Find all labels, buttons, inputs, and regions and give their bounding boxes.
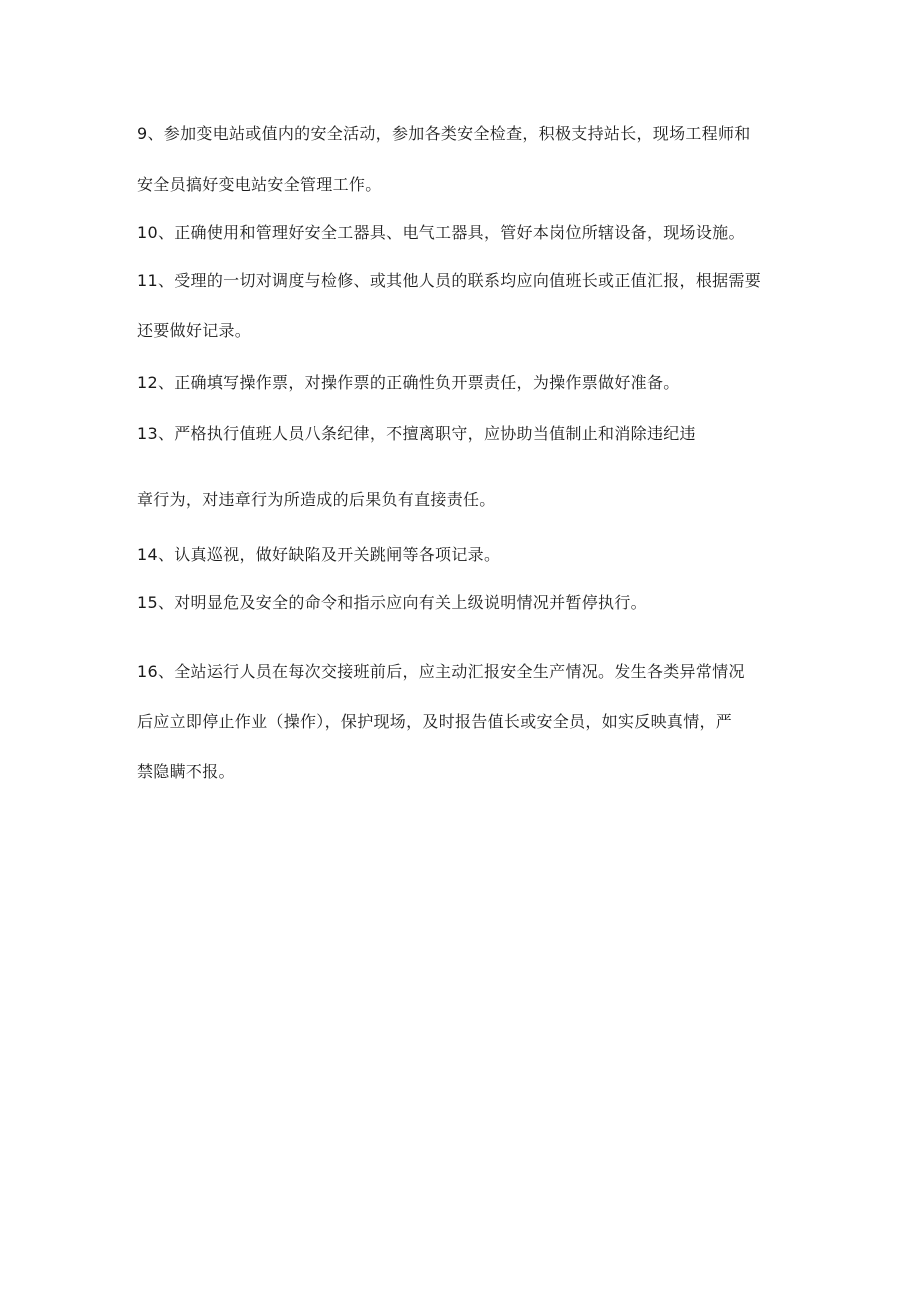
item-10-line-1: 10、正确使用和管理好安全工器具、电气工器具，管好本岗位所辖设备，现场设施。 <box>137 223 745 242</box>
item-15-line-1: 15、对明显危及安全的命令和指示应向有关上级说明情况并暂停执行。 <box>137 593 647 612</box>
item-16-line-1: 16、全站运行人员在每次交接班前后，应主动汇报安全生产情况。发生各类异常情况 <box>137 662 745 681</box>
item-9-line-1: 9、参加变电站或值内的安全活动，参加各类安全检查，积极支持站长，现场工程师和 <box>137 124 751 143</box>
item-14-line-1: 14、认真巡视，做好缺陷及开关跳闸等各项记录。 <box>137 545 501 564</box>
item-16-line-3: 禁隐瞒不报。 <box>137 762 235 781</box>
item-9-line-2: 安全员搞好变电站安全管理工作。 <box>137 175 382 194</box>
item-13-line-1: 13、严格执行值班人员八条纪律，不擅离职守，应协助当值制止和消除违纪违 <box>137 424 696 443</box>
item-11-line-2: 还要做好记录。 <box>137 321 252 340</box>
item-16-line-2: 后应立即停止作业（操作），保护现场，及时报告值长或安全员，如实反映真情，严 <box>137 712 733 731</box>
item-13-line-2: 章行为，对违章行为所造成的后果负有直接责任。 <box>137 490 496 509</box>
item-12-line-1: 12、正确填写操作票，对操作票的正确性负开票责任，为操作票做好准备。 <box>137 373 680 392</box>
item-11-line-1: 11、受理的一切对调度与检修、或其他人员的联系均应向值班长或正值汇报，根据需要 <box>137 271 762 290</box>
